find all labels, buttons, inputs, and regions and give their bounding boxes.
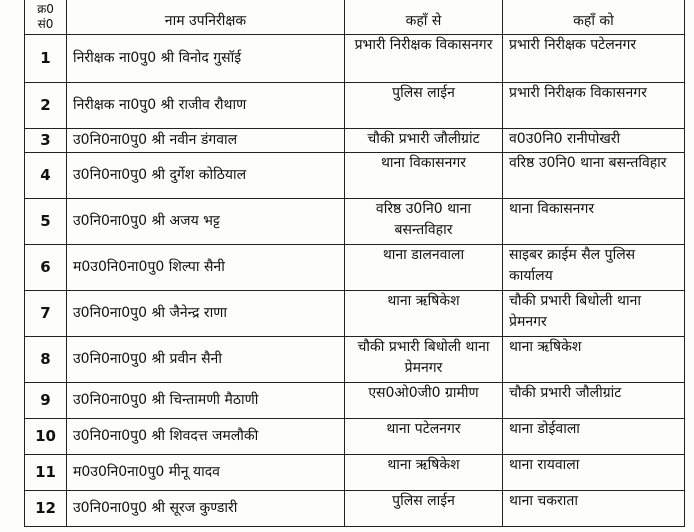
row-sno: 2 (25, 83, 67, 129)
header-name: नाम उपनिरीक्षक (67, 0, 345, 35)
table-row (25, 419, 685, 455)
row-to: व0उ0नि0 रानीपोखरी (503, 129, 685, 153)
row-name: उ0नि0ना0पु0 श्री नवीन डंगवाल (67, 129, 345, 153)
table-row (25, 83, 685, 129)
row-from: थाना ऋषिकेश (345, 455, 503, 491)
row-from: पुलिस लाईन (345, 83, 503, 129)
row-from: थाना डालनवाला (345, 245, 503, 291)
row-name: उ0नि0ना0पु0 श्री प्रवीन सैनी (67, 337, 345, 383)
header-to: कहाँ को (503, 0, 685, 35)
row-sno: 8 (25, 337, 67, 383)
row-to: वरिष्ठ उ0नि0 थाना बसन्तविहार (503, 153, 685, 199)
row-sno: 3 (25, 129, 67, 153)
row-to: थाना रायवाला (503, 455, 685, 491)
row-to: चौकी प्रभारी जौलीग्रांट (503, 383, 685, 419)
row-from: चौकी प्रभारी जौलीग्रांट (345, 129, 503, 153)
table-row (25, 337, 685, 383)
table-row (25, 153, 685, 199)
row-name: निरीक्षक ना0पु0 श्री विनोद गुसॉई (67, 35, 345, 83)
row-sno: 9 (25, 383, 67, 419)
row-name: उ0नि0ना0पु0 श्री शिवदत्त जमलौकी (67, 419, 345, 455)
row-to: थाना चकराता (503, 491, 685, 527)
row-sno: 10 (25, 419, 67, 455)
row-from: चौकी प्रभारी बिधोली थाना प्रेमनगर (345, 337, 503, 383)
row-name: म0उ0नि0ना0पु0 शिल्पा सैनी (67, 245, 345, 291)
row-from: प्रभारी निरीक्षक विकासनगर (345, 35, 503, 83)
table-row (25, 291, 685, 337)
row-to: थाना ऋषिकेश (503, 337, 685, 383)
row-from: पुलिस लाईन (345, 491, 503, 527)
row-to: प्रभारी निरीक्षक विकासनगर (503, 83, 685, 129)
row-name: उ0नि0ना0पु0 श्री चिन्तामणी मैठाणी (67, 383, 345, 419)
row-to: थाना डोईवाला (503, 419, 685, 455)
row-sno: 6 (25, 245, 67, 291)
table-row (25, 35, 685, 83)
row-to: चौकी प्रभारी बिधोली थाना प्रेमनगर (503, 291, 685, 337)
row-sno: 12 (25, 491, 67, 527)
row-sno: 7 (25, 291, 67, 337)
table-header-row (25, 0, 685, 35)
table-row (25, 199, 685, 245)
row-from: वरिष्ठ उ0नि0 थाना बसन्तविहार (345, 199, 503, 245)
row-to: साइबर क्राईम सैल पुलिस कार्यालय (503, 245, 685, 291)
row-sno: 5 (25, 199, 67, 245)
table-row (25, 455, 685, 491)
row-from: एस0ओ0जी0 ग्रामीण (345, 383, 503, 419)
row-sno: 4 (25, 153, 67, 199)
row-name: उ0नि0ना0पु0 श्री अजय भट्ट (67, 199, 345, 245)
row-name: उ0नि0ना0पु0 श्री दुर्गेश कोठियाल (67, 153, 345, 199)
header-from: कहाँ से (345, 0, 503, 35)
row-to: प्रभारी निरीक्षक पटेलनगर (503, 35, 685, 83)
table-row (25, 129, 685, 153)
row-name: उ0नि0ना0पु0 श्री जैनेन्द्र राणा (67, 291, 345, 337)
row-name: म0उ0नि0ना0पु0 मीनू यादव (67, 455, 345, 491)
row-sno: 11 (25, 455, 67, 491)
row-name: निरीक्षक ना0पु0 श्री राजीव रौथाण (67, 83, 345, 129)
row-name: उ0नि0ना0पु0 श्री सूरज कुण्डारी (67, 491, 345, 527)
row-from: थाना पटेलनगर (345, 419, 503, 455)
row-from: थाना विकासनगर (345, 153, 503, 199)
row-sno: 1 (25, 35, 67, 83)
table-row (25, 245, 685, 291)
transfer-table (24, 0, 685, 527)
table-row (25, 491, 685, 527)
row-to: थाना विकासनगर (503, 199, 685, 245)
table-row (25, 383, 685, 419)
row-from: थाना ऋषिकेश (345, 291, 503, 337)
header-sno: क्र0 सं0 (25, 0, 67, 35)
